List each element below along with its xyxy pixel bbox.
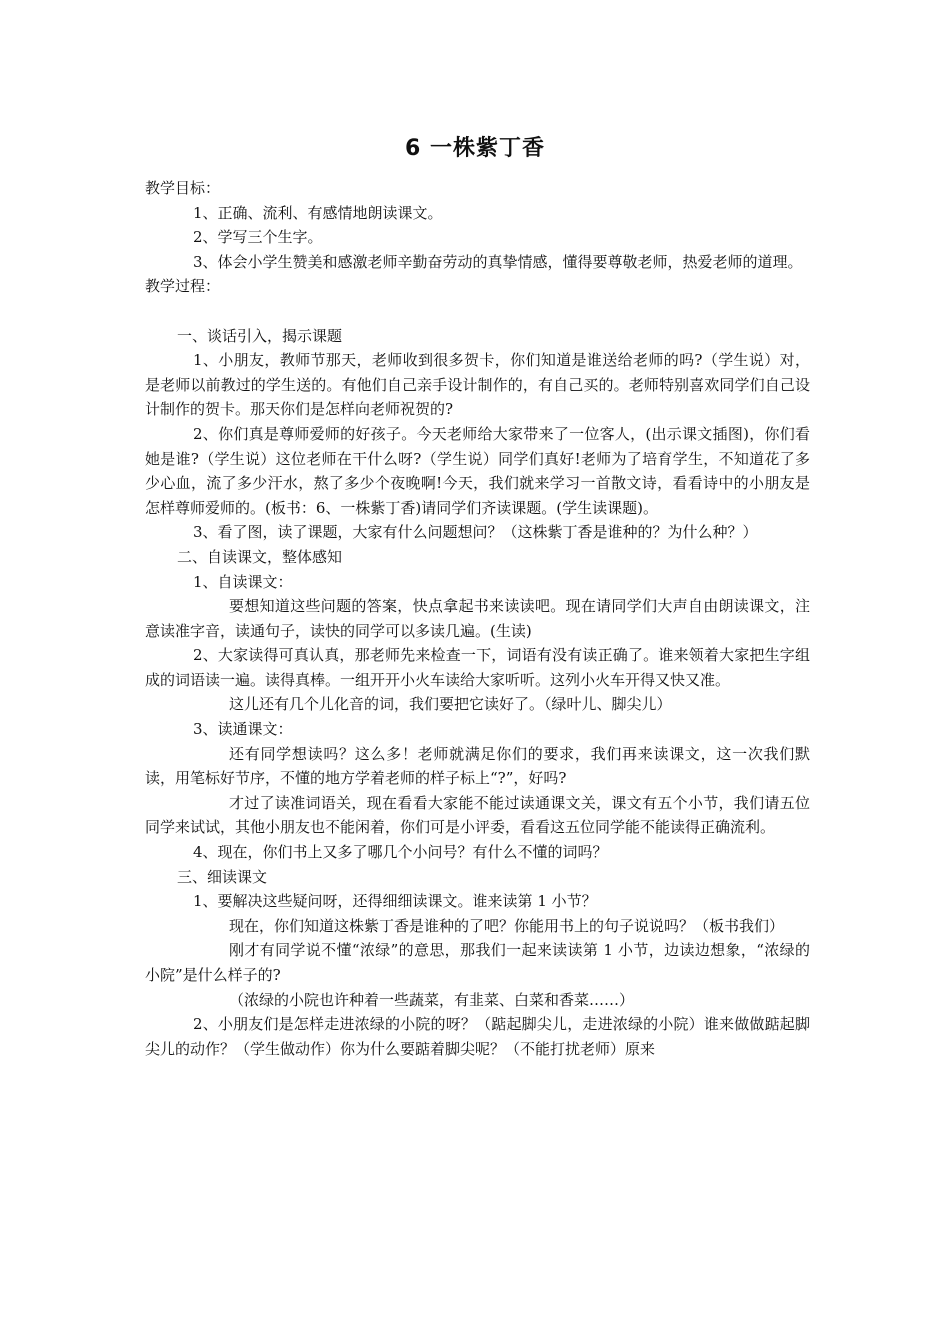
paragraph: 刚才有同学说不懂“浓绿”的意思，那我们一起来读读第 1 小节，边读边想象，“浓绿的小院”是什么样子的?	[145, 941, 810, 984]
paragraph: 3、看了图，读了课题，大家有什么问题想问？（这株紫丁香是谁种的？为什么种？）	[193, 523, 758, 542]
paragraph: 1、要解决这些疑问呀，还得细细读课文。谁来读第 1 小节？	[193, 892, 597, 911]
goal-item: 1、正确、流利、有感情地朗读课文。	[193, 203, 443, 222]
document-body	[145, 176, 810, 1061]
part-heading: 三、细读课文	[177, 867, 268, 886]
paragraph: 现在，你们知道这株紫丁香是谁种的了吧？你能用书上的句子说说吗？（板书我们）	[229, 916, 785, 935]
paragraph: 2、大家读得可真认真，那老师先来检查一下，词语有没有读正确了。谁来领着大家把生字组成的词语读一遍。读得真棒。一组开开小火车读给大家听听。这列小火车开得又快又准。	[145, 646, 810, 689]
goal-item: 2、学写三个生字。	[193, 228, 323, 247]
paragraph: 1、小朋友，教师节那天，老师收到很多贺卡，你们知道是谁送给老师的吗?（学生说）对，是老师以前教过的学生送的。有他们自己亲手设计制作的，有自己买的。老师特别喜欢同学们自己设计制作的贺卡。那天你们是怎样向老师祝贺的?	[145, 351, 810, 419]
paragraph: （浓绿的小院也许种着一些蔬菜，有韭菜、白菜和香菜……）	[229, 990, 635, 1009]
paragraph: 才过了读准词语关，现在看看大家能不能过读通课文关，课文有五个小节，我们请五位同学来试试，其他小朋友也不能闲着，你们可是小评委，看看这五位同学能不能读得正确流利。	[145, 793, 810, 837]
part-heading: 二、自读课文，整体感知	[177, 547, 343, 566]
paragraph: 4、现在，你们书上又多了哪几个小问号？有什么不懂的词吗？	[193, 843, 608, 862]
paragraph: 2、你们真是尊师爱师的好孩子。今天老师给大家带来了一位客人，(出示课文插图)，你们看她是谁?（学生说）这位老师在干什么呀?（学生说）同学们真好!老师为了培育学生，不知道花了多少心血，流了多少汗水，熬了多少个夜晚啊!今天，我们就来学习一首散文诗，看看诗中的小朋友是怎样尊师爱师的。(板书：6、一株紫丁香)请同学们齐读课题。(学生读课题)。	[145, 424, 810, 517]
section-heading-process: 教学过程：	[145, 277, 221, 296]
blank-line	[145, 299, 810, 324]
goal-item: 3、体会小学生赞美和感激老师辛勤奋劳动的真挚情感，懂得要尊敬老师，热爱老师的道理。	[193, 252, 803, 271]
section-heading-goals: 教学目标：	[145, 179, 221, 197]
paragraph: 还有同学想读吗？这么多！老师就满足你们的要求，我们再来读课文，这一次我们默读，用笔标好节序，不懂的地方学着老师的样子标上“?”，好吗?	[145, 744, 810, 788]
paragraph: 这儿还有几个儿化音的词，我们要把它读好了。（绿叶儿、脚尖儿）	[229, 695, 672, 714]
paragraph: 1、自读课文：	[193, 572, 293, 591]
paragraph: 要想知道这些问题的答案，快点拿起书来读读吧。现在请同学们大声自由朗读课文，注意读准字音，读通句子，读快的同学可以多读几遍。(生读)	[145, 597, 810, 640]
document-title: 6 一株紫丁香	[405, 136, 545, 161]
paragraph: 3、读通课文：	[193, 720, 293, 739]
part-heading: 一、谈话引入，揭示课题	[177, 326, 343, 345]
paragraph: 2、小朋友们是怎样走进浓绿的小院的呀？（踮起脚尖儿，走进浓绿的小院）谁来做做踮起脚尖儿的动作？（学生做动作）你为什么要踮着脚尖呢？（不能打扰老师）原来	[145, 1015, 810, 1058]
